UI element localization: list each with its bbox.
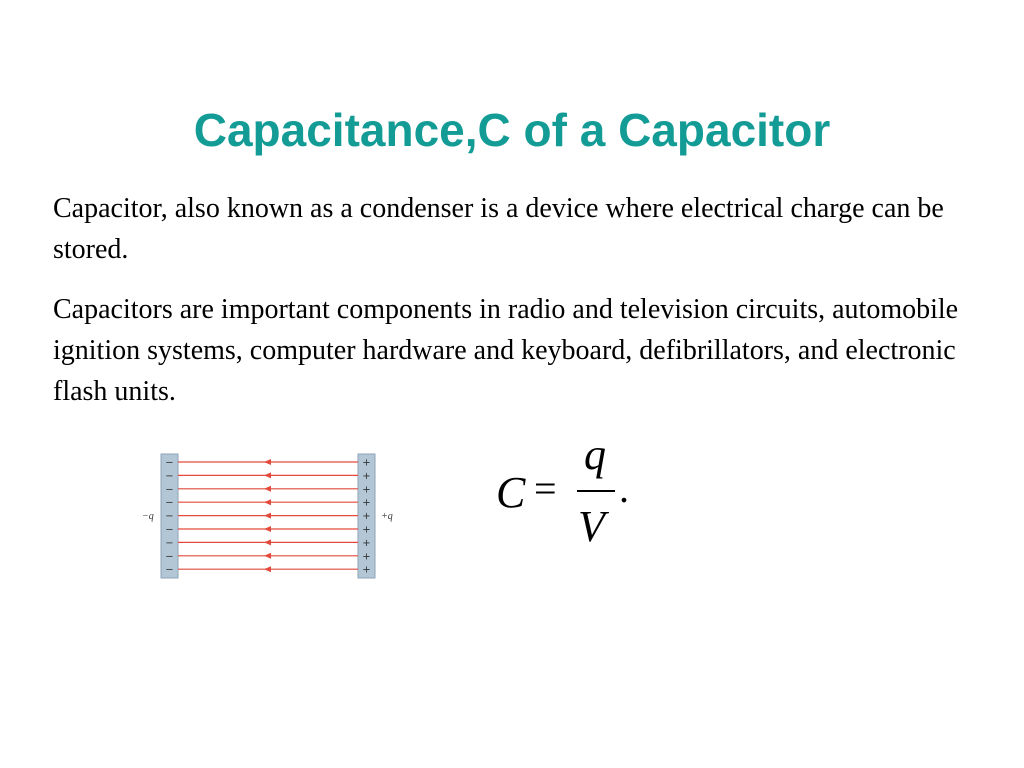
field-arrow xyxy=(264,526,271,532)
positive-charge-sign: + xyxy=(362,484,371,496)
field-arrow xyxy=(264,539,271,545)
positive-charge-sign: + xyxy=(362,551,371,563)
positive-charge-sign: + xyxy=(362,564,371,576)
negative-charge-sign: − xyxy=(165,457,174,469)
negative-charge-sign: − xyxy=(165,524,174,536)
positive-charge-sign: + xyxy=(362,524,371,536)
field-arrow xyxy=(264,553,271,559)
negative-charge-sign: − xyxy=(165,551,174,563)
left-plate-charge-label: −q xyxy=(142,511,154,522)
field-arrow xyxy=(264,472,271,478)
field-arrow xyxy=(264,499,271,505)
negative-charge-sign: − xyxy=(165,537,174,549)
formula-period: . xyxy=(619,466,629,511)
formula-denominator: V xyxy=(578,502,605,551)
positive-charge-sign: + xyxy=(362,457,371,469)
negative-charge-sign: − xyxy=(165,484,174,496)
negative-charge-sign: − xyxy=(165,470,174,482)
negative-charge-signs xyxy=(165,458,173,576)
capacitance-formula xyxy=(492,430,652,565)
formula-capacitance-symbol: C xyxy=(496,468,526,517)
applications-paragraph: Capacitors are important components in radio and television circuits, automobile ignition systems, computer hardware and keyboard, defibrillators, and electronic flash units. xyxy=(53,294,959,407)
slide-title: Capacitance,C of a Capacitor xyxy=(193,104,831,156)
formula-fraction-bar xyxy=(577,490,615,492)
field-arrow xyxy=(264,486,271,492)
positive-charge-sign: + xyxy=(362,537,371,549)
definition-paragraph: Capacitor, also known as a condenser is a device where electrical charge can be stored. xyxy=(53,193,944,265)
positive-charge-sign: + xyxy=(362,470,371,482)
formula-numerator: q xyxy=(584,430,606,479)
capacitor-diagram xyxy=(140,450,410,582)
negative-charge-sign: − xyxy=(165,511,174,523)
positive-charge-signs xyxy=(362,458,370,576)
field-arrow xyxy=(264,459,271,465)
positive-charge-sign: + xyxy=(362,497,371,509)
positive-charge-sign: + xyxy=(362,511,371,523)
negative-charge-sign: − xyxy=(165,497,174,509)
electric-field-lines xyxy=(178,459,358,572)
right-plate-charge-label: +q xyxy=(381,511,393,522)
negative-charge-sign: − xyxy=(165,564,174,576)
formula-equals-sign: = xyxy=(534,466,557,511)
field-arrow xyxy=(264,513,271,519)
field-arrow xyxy=(264,566,271,572)
